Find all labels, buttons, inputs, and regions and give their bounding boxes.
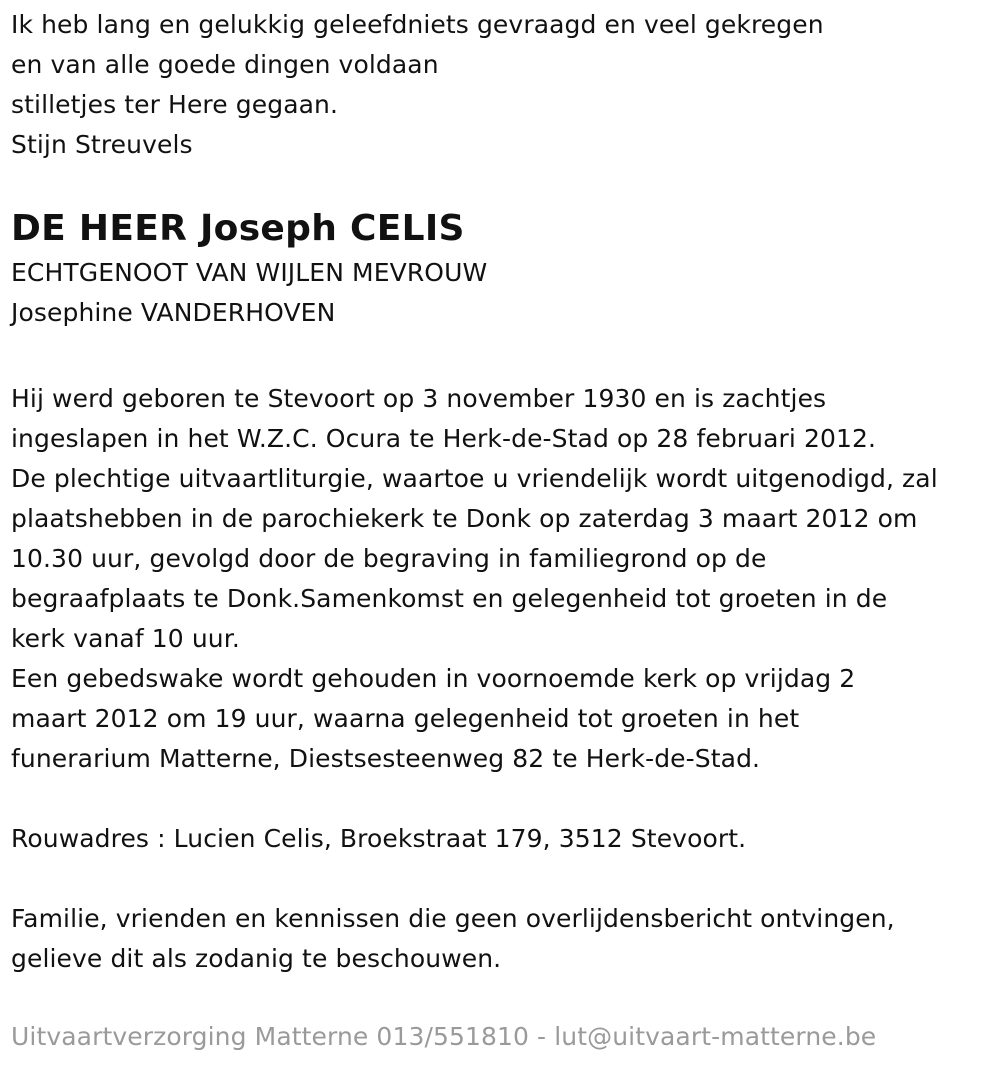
obituary-notice <box>11 0 991 1057</box>
announcement-text <box>11 379 991 779</box>
poem-line: stilletjes ter Here gegaan. <box>11 90 339 119</box>
spacer <box>11 779 991 819</box>
announcement-line: ingeslapen in het W.Z.C. Ocura te Herk-de-Stad op 28 februari 2012. <box>11 424 877 453</box>
announcement-line: De plechtige uitvaartliturgie, waartoe u vriendelijk wordt uitgenodigd, zal <box>11 464 938 493</box>
funeral-home-footer: Uitvaartverzorging Matterne 013/551810 - lut@uitvaart-matterne.be <box>11 1022 877 1051</box>
notice-line: gelieve dit als zodanig te beschouwen. <box>11 944 502 973</box>
announcement-line: 10.30 uur, gevolgd door de begraving in familiegrond op de <box>11 544 767 573</box>
poem-quote <box>11 5 991 165</box>
family-notice <box>11 899 991 979</box>
spouse-line: ECHTGENOOT VAN WIJLEN MEVROUW <box>11 258 488 287</box>
announcement-line: Een gebedswake wordt gehouden in voornoemde kerk op vrijdag 2 <box>11 664 856 693</box>
poem-author: Stijn Streuvels <box>11 130 193 159</box>
spouse-name: Josephine VANDERHOVEN <box>11 298 336 327</box>
announcement-line: plaatshebben in de parochiekerk te Donk op zaterdag 3 maart 2012 om <box>11 504 918 533</box>
notice-line: Familie, vrienden en kennissen die geen overlijdensbericht ontvingen, <box>11 904 895 933</box>
mourning-address: Rouwadres : Lucien Celis, Broekstraat 179, 3512 Stevoort. <box>11 824 747 853</box>
deceased-name-heading: DE HEER Joseph CELIS <box>11 208 465 249</box>
poem-line: Ik heb lang en gelukkig geleefdniets gevraagd en veel gekregen <box>11 10 824 39</box>
announcement-line: funerarium Matterne, Diestsesteenweg 82 te Herk-de-Stad. <box>11 744 761 773</box>
announcement-line: begraafplaats te Donk.Samenkomst en gelegenheid tot groeten in de <box>11 584 888 613</box>
announcement-line: kerk vanaf 10 uur. <box>11 624 240 653</box>
announcement-line: Hij werd geboren te Stevoort op 3 november 1930 en is zachtjes <box>11 384 827 413</box>
announcement-line: maart 2012 om 19 uur, waarna gelegenheid tot groeten in het <box>11 704 800 733</box>
poem-line: en van alle goede dingen voldaan <box>11 50 439 79</box>
spacer <box>11 859 991 899</box>
